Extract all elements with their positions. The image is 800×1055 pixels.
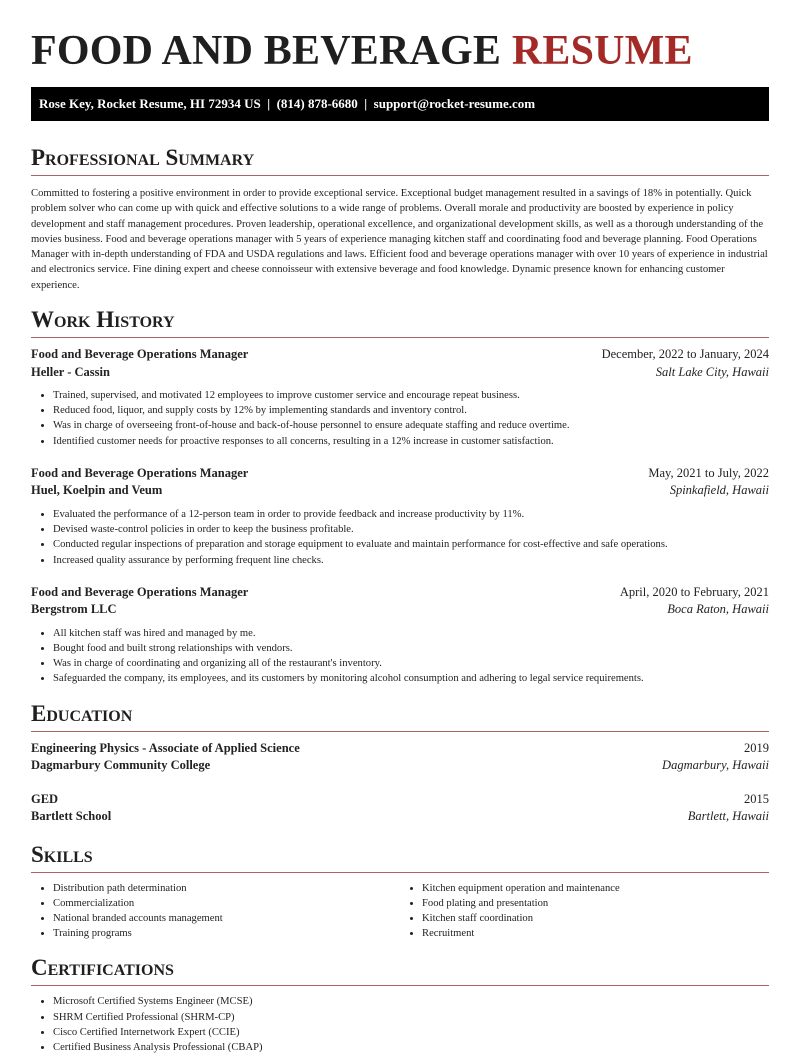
list-item: • SHRM Certified Professional (SHRM-CP) xyxy=(53,1010,769,1025)
summary-text: Committed to fostering a positive environment in order to provide exceptional service. Exceptional budget management resulted in a savings of 18% in potentially. Quick problem solver who can come up with quick and effective solutions to a wide range of problems. Overall morale and productivity are boosted by experience in policy development and staff management procedures. Proven leadership, operational excellence, and organizational development skills, as well as a thorough understanding of the movies business. Food and beverage operations manager with 5 years of experience managing kitchen staff and coordinating food and beverage planning. Food Operations Manager with in-depth understanding of FDA and USDA regulations and laws. Efficient food and beverage operations manager with over 10 years of experience in industrial and electronics service. Fine dining expert and cheese connoisseur with extensive beverage and food knowledge. Dynamic presence known for enhancing customer experience. xyxy=(31,188,768,291)
education-school-row xyxy=(31,808,769,826)
section-divider xyxy=(31,872,769,873)
job-header-row xyxy=(31,584,769,602)
job-title: Food and Beverage Operations Manager xyxy=(31,347,249,362)
list-item: • Food plating and presentation xyxy=(422,896,769,911)
education-year: 2015 xyxy=(744,791,769,806)
work-section xyxy=(31,307,769,686)
skills-columns xyxy=(31,881,769,942)
certifications-section xyxy=(31,955,769,1055)
list-item: • Was in charge of overseeing front-of-house and back-of-house personnel to ensure adequate staffing and reduce overtime. xyxy=(53,418,769,433)
list-item: • Trained, supervised, and motivated 12 employees to improve customer service and encourage repeat business. xyxy=(53,388,769,403)
job-company: Bergstrom LLC xyxy=(31,602,117,617)
list-item: • Kitchen staff coordination xyxy=(422,911,769,926)
education-school-row xyxy=(31,757,769,775)
list-item: • Certified Business Analysis Professional (CBAP) xyxy=(53,1040,769,1055)
list-item: • Identified customer needs for proactive responses to all concerns, resulting in a 12% increase in customer satisfaction. xyxy=(53,434,769,449)
list-item: • Cisco Certified Internetwork Expert (CCIE) xyxy=(53,1025,769,1040)
job-entry xyxy=(31,346,769,449)
job-header-row xyxy=(31,346,769,364)
list-item: • Evaluated the performance of a 12-person team in order to provide feedback and increase productivity by 11%. xyxy=(53,507,769,522)
job-dates: April, 2020 to February, 2021 xyxy=(619,584,769,599)
list-item: • National branded accounts management xyxy=(53,911,400,926)
education-entry xyxy=(31,791,769,826)
skills-heading: Skills xyxy=(31,841,93,867)
contact-bar: Rose Key, Rocket Resume, HI 72934 US | (814) 878-6680 | support@rocket-resume.com xyxy=(31,87,769,121)
job-title: Food and Beverage Operations Manager xyxy=(31,584,249,599)
job-company-row xyxy=(31,482,769,500)
job-location: Salt Lake City, Hawaii xyxy=(655,364,769,379)
job-dates: May, 2021 to July, 2022 xyxy=(648,465,769,480)
list-item: • Safeguarded the company, its employees, and its customers by monitoring alcohol consumption and adhering to legal service requirements. xyxy=(53,671,769,686)
list-item: • All kitchen staff was hired and managed by me. xyxy=(53,626,769,641)
education-degree: GED xyxy=(31,791,59,806)
section-divider xyxy=(31,175,769,176)
section-divider xyxy=(31,337,769,338)
section-divider xyxy=(31,731,769,732)
job-company-row xyxy=(31,364,769,382)
summary-section xyxy=(31,145,769,293)
education-location: Bartlett, Hawaii xyxy=(687,809,769,824)
job-company: Huel, Koelpin and Veum xyxy=(31,483,163,498)
list-item: • Commercialization xyxy=(53,896,400,911)
resume-title xyxy=(31,28,769,74)
education-school: Dagmarbury Community College xyxy=(31,758,211,773)
job-bullets xyxy=(31,626,769,687)
education-header-row xyxy=(31,740,769,758)
education-header-row xyxy=(31,791,769,809)
job-entry xyxy=(31,465,769,568)
list-item: • Reduced food, liquor, and supply costs by 12% by implementing standards and inventory control. xyxy=(53,403,769,418)
job-title: Food and Beverage Operations Manager xyxy=(31,465,249,480)
certifications-heading: Certifications xyxy=(31,955,174,981)
job-entry xyxy=(31,584,769,687)
education-heading: Education xyxy=(31,700,133,726)
education-school: Bartlett School xyxy=(31,809,112,824)
skills-list-left xyxy=(31,881,400,942)
work-heading: Work History xyxy=(31,307,175,333)
list-item: • Microsoft Certified Systems Engineer (MCSE) xyxy=(53,994,769,1009)
list-item: • Devised waste-control policies in order to keep the business profitable. xyxy=(53,522,769,537)
list-item: • Bought food and built strong relationships with vendors. xyxy=(53,641,769,656)
list-item: • Was in charge of coordinating and organizing all of the restaurant's inventory. xyxy=(53,656,769,671)
job-location: Spinkafield, Hawaii xyxy=(669,483,769,498)
list-item: • Increased quality assurance by performing frequent line checks. xyxy=(53,553,769,568)
list-item: • Conducted regular inspections of preparation and storage equipment to evaluate and maintain performance for cost-effective and safe operations. xyxy=(53,537,769,552)
education-degree: Engineering Physics - Associate of Applied Science xyxy=(31,740,300,755)
list-item: • Recruitment xyxy=(422,926,769,941)
education-section xyxy=(31,701,769,826)
education-location: Dagmarbury, Hawaii xyxy=(662,758,769,773)
skills-list-right xyxy=(400,881,769,942)
job-location: Boca Raton, Hawaii xyxy=(667,602,769,617)
list-item: • Distribution path determination xyxy=(53,881,400,896)
job-company: Heller - Cassin xyxy=(31,364,110,379)
education-entry xyxy=(31,740,769,775)
section-divider xyxy=(31,985,769,986)
certifications-list xyxy=(31,994,769,1055)
job-header-row xyxy=(31,465,769,483)
title-main: FOOD AND BEVERAGE xyxy=(31,28,502,74)
skills-section xyxy=(31,842,769,942)
title-accent: RESUME xyxy=(511,28,693,74)
summary-heading: Professional Summary xyxy=(31,145,255,170)
list-item: • Training programs xyxy=(53,926,400,941)
list-item: • Kitchen equipment operation and maintenance xyxy=(422,881,769,896)
job-bullets xyxy=(31,507,769,568)
job-bullets xyxy=(31,388,769,449)
job-dates: December, 2022 to January, 2024 xyxy=(601,347,769,362)
education-year: 2019 xyxy=(744,740,769,755)
job-company-row xyxy=(31,601,769,619)
